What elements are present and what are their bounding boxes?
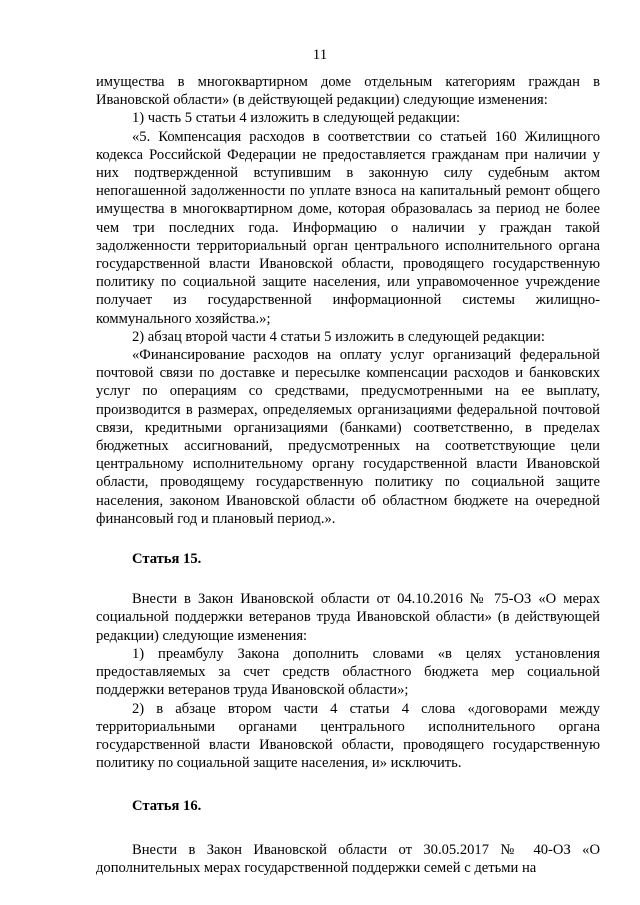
spacer bbox=[96, 528, 600, 550]
paragraph: 2) абзац второй части 4 статьи 5 изложить в следующей редакции: bbox=[132, 328, 545, 345]
paragraph: 2) в абзаце втором части 4 статьи 4 слова «договорами между территориальными органами центрального исполнительного органа государственной власти Ивановской области, проводящего государственную политику по социальной защите населения, и» исключить. bbox=[96, 700, 600, 772]
paragraph: «Финансирование расходов на оплату услуг организаций федеральной почтовой связи по доставке и пересылке компенсации расходов и банковских услуг по операциям со средствами, предусмотренными на ее выплату, производится в размерах, определяемых организациями федеральной почтовой связи, кредитными организациями (банками) соответственно, в пределах бюджетных ассигнований, предусмотренных на соответствующие цели центральному исполнительному органу государственной власти Ивановской области, проводящему государственную политику по социальной защите населения, законом Ивановской области об областном бюджете на очередной финансовый год и плановый период.». bbox=[96, 347, 600, 527]
spacer bbox=[96, 568, 600, 590]
paragraph: «5. Компенсация расходов в соответствии со статьей 160 Жилищного кодекса Российской Федерации не предоставляется гражданам при наличии у них подтвержденной вступившим в законную силу судебным актом непогашенной задолженности по уплате взноса на капитальный ремонт общего имущества в многоквартирном доме, которая образовалась за период не более чем три последних года. Информацию о наличии у граждан такой задолженности территориальный орган центрального исполнительного органа государственной власти Ивановской области, проводящего государственную политику по социальной защите населения, или управомоченное учреждение получает из государственной информационной системы жилищно-коммунального хозяйства.»; bbox=[96, 128, 600, 327]
paragraph: имущества в многоквартирном доме отдельным категориям граждан в Ивановской области» (в действующей редакции) следующие изменения: bbox=[96, 74, 600, 109]
spacer bbox=[96, 772, 600, 797]
paragraph: Внести в Закон Ивановской области от 30.05.2017 № 40-ОЗ «О дополнительных мерах государственной поддержки семей с детьми на bbox=[96, 841, 600, 876]
paragraph: Внести в Закон Ивановской области от 04.10.2016 № 75-ОЗ «О мерах социальной поддержки ветеранов труда Ивановской области» (в действующей редакции) следующие изменения: bbox=[96, 591, 600, 644]
document-body bbox=[96, 73, 600, 877]
spacer bbox=[96, 816, 600, 841]
article-heading: Статья 15. bbox=[132, 551, 202, 568]
paragraph: 1) преамбулу Закона дополнить словами «в целях установления предоставляемых за счет средств областного бюджета мер социальной поддержки ветеранов труда Ивановской области»; bbox=[96, 645, 600, 699]
paragraph: 1) часть 5 статьи 4 изложить в следующей редакции: bbox=[132, 110, 461, 127]
article-heading: Статья 16. bbox=[132, 798, 202, 815]
page-number: 11 bbox=[312, 47, 328, 63]
